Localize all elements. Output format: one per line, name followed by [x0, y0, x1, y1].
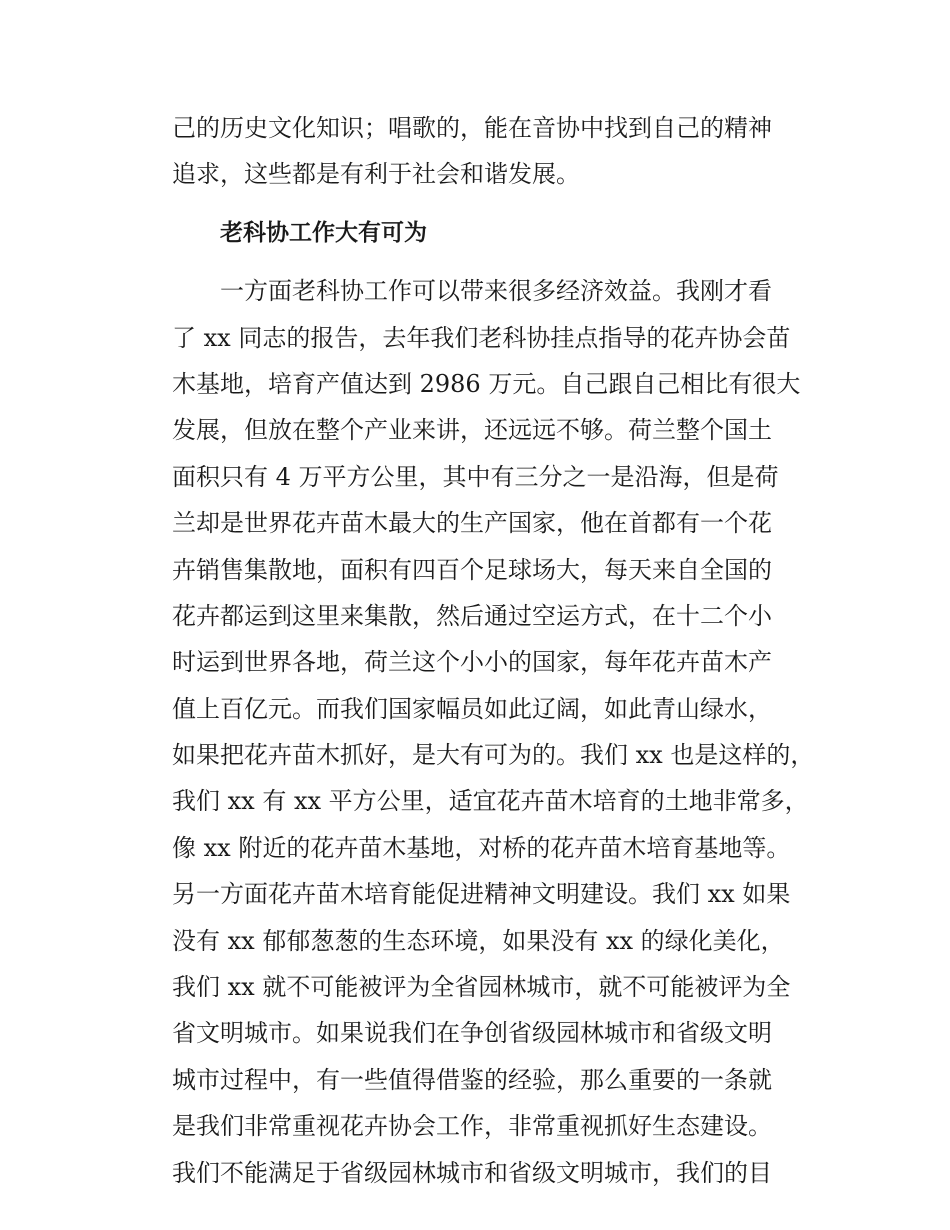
body-line-10: 值上百亿元。而我们国家幅员如此辽阔，如此青山绿水，	[172, 694, 772, 723]
body-line-17: 省文明城市。如果说我们在争创省级园林城市和省级文明	[172, 1019, 772, 1048]
body-line-18: 城市过程中，有一些值得借鉴的经验，那么重要的一条就	[172, 1065, 772, 1094]
body-line-14: 另一方面花卉苗木培育能促进精神文明建设。我们 xx 如果	[172, 880, 791, 909]
body-line-11: 如果把花卉苗木抓好，是大有可为的。我们 xx 也是这样的，	[172, 741, 815, 770]
body-line-3: 木基地，培育产值达到 2986 万元。自己跟自己相比有很大	[172, 369, 801, 398]
body-line-13: 像 xx 附近的花卉苗木基地，对桥的花卉苗木培育基地等。	[172, 833, 791, 862]
body-line-15: 没有 xx 郁郁葱葱的生态环境，如果没有 xx 的绿化美化，	[172, 926, 785, 955]
intro-line-2: 追求，这些都是有利于社会和谐发展。	[172, 160, 580, 189]
body-line-19: 是我们非常重视花卉协会工作，非常重视抓好生态建设。	[172, 1112, 772, 1141]
section-heading: 老科协工作大有可为	[220, 219, 427, 246]
body-line-9: 时运到世界各地，荷兰这个小小的国家，每年花卉苗木产	[172, 648, 772, 677]
body-line-8: 花卉都运到这里来集散，然后通过空运方式，在十二个小	[172, 601, 772, 630]
body-line-6: 兰却是世界花卉苗木最大的生产国家，他在首都有一个花	[172, 509, 772, 538]
body-line-20: 我们不能满足于省级园林城市和省级文明城市，我们的目	[172, 1158, 772, 1187]
body-line-4: 发展，但放在整个产业来讲，还远远不够。荷兰整个国土	[172, 416, 772, 445]
body-line-16: 我们 xx 就不可能被评为全省园林城市，就不可能被评为全	[172, 973, 791, 1002]
body-line-7: 卉销售集散地，面积有四百个足球场大，每天来自全国的	[172, 555, 772, 584]
body-line-2: 了 xx 同志的报告，去年我们老科协挂点指导的花卉协会苗	[172, 323, 791, 352]
body-line-1: 一方面老科协工作可以带来很多经济效益。我刚才看	[220, 277, 772, 306]
document-body	[172, 105, 822, 1196]
intro-line-1: 己的历史文化知识；唱歌的，能在音协中找到自己的精神	[172, 114, 772, 142]
body-line-5: 面积只有 4 万平方公里，其中有三分之一是沿海，但是荷	[172, 462, 779, 491]
body-line-12: 我们 xx 有 xx 平方公里，适宜花卉苗木培育的土地非常多，	[172, 787, 809, 816]
